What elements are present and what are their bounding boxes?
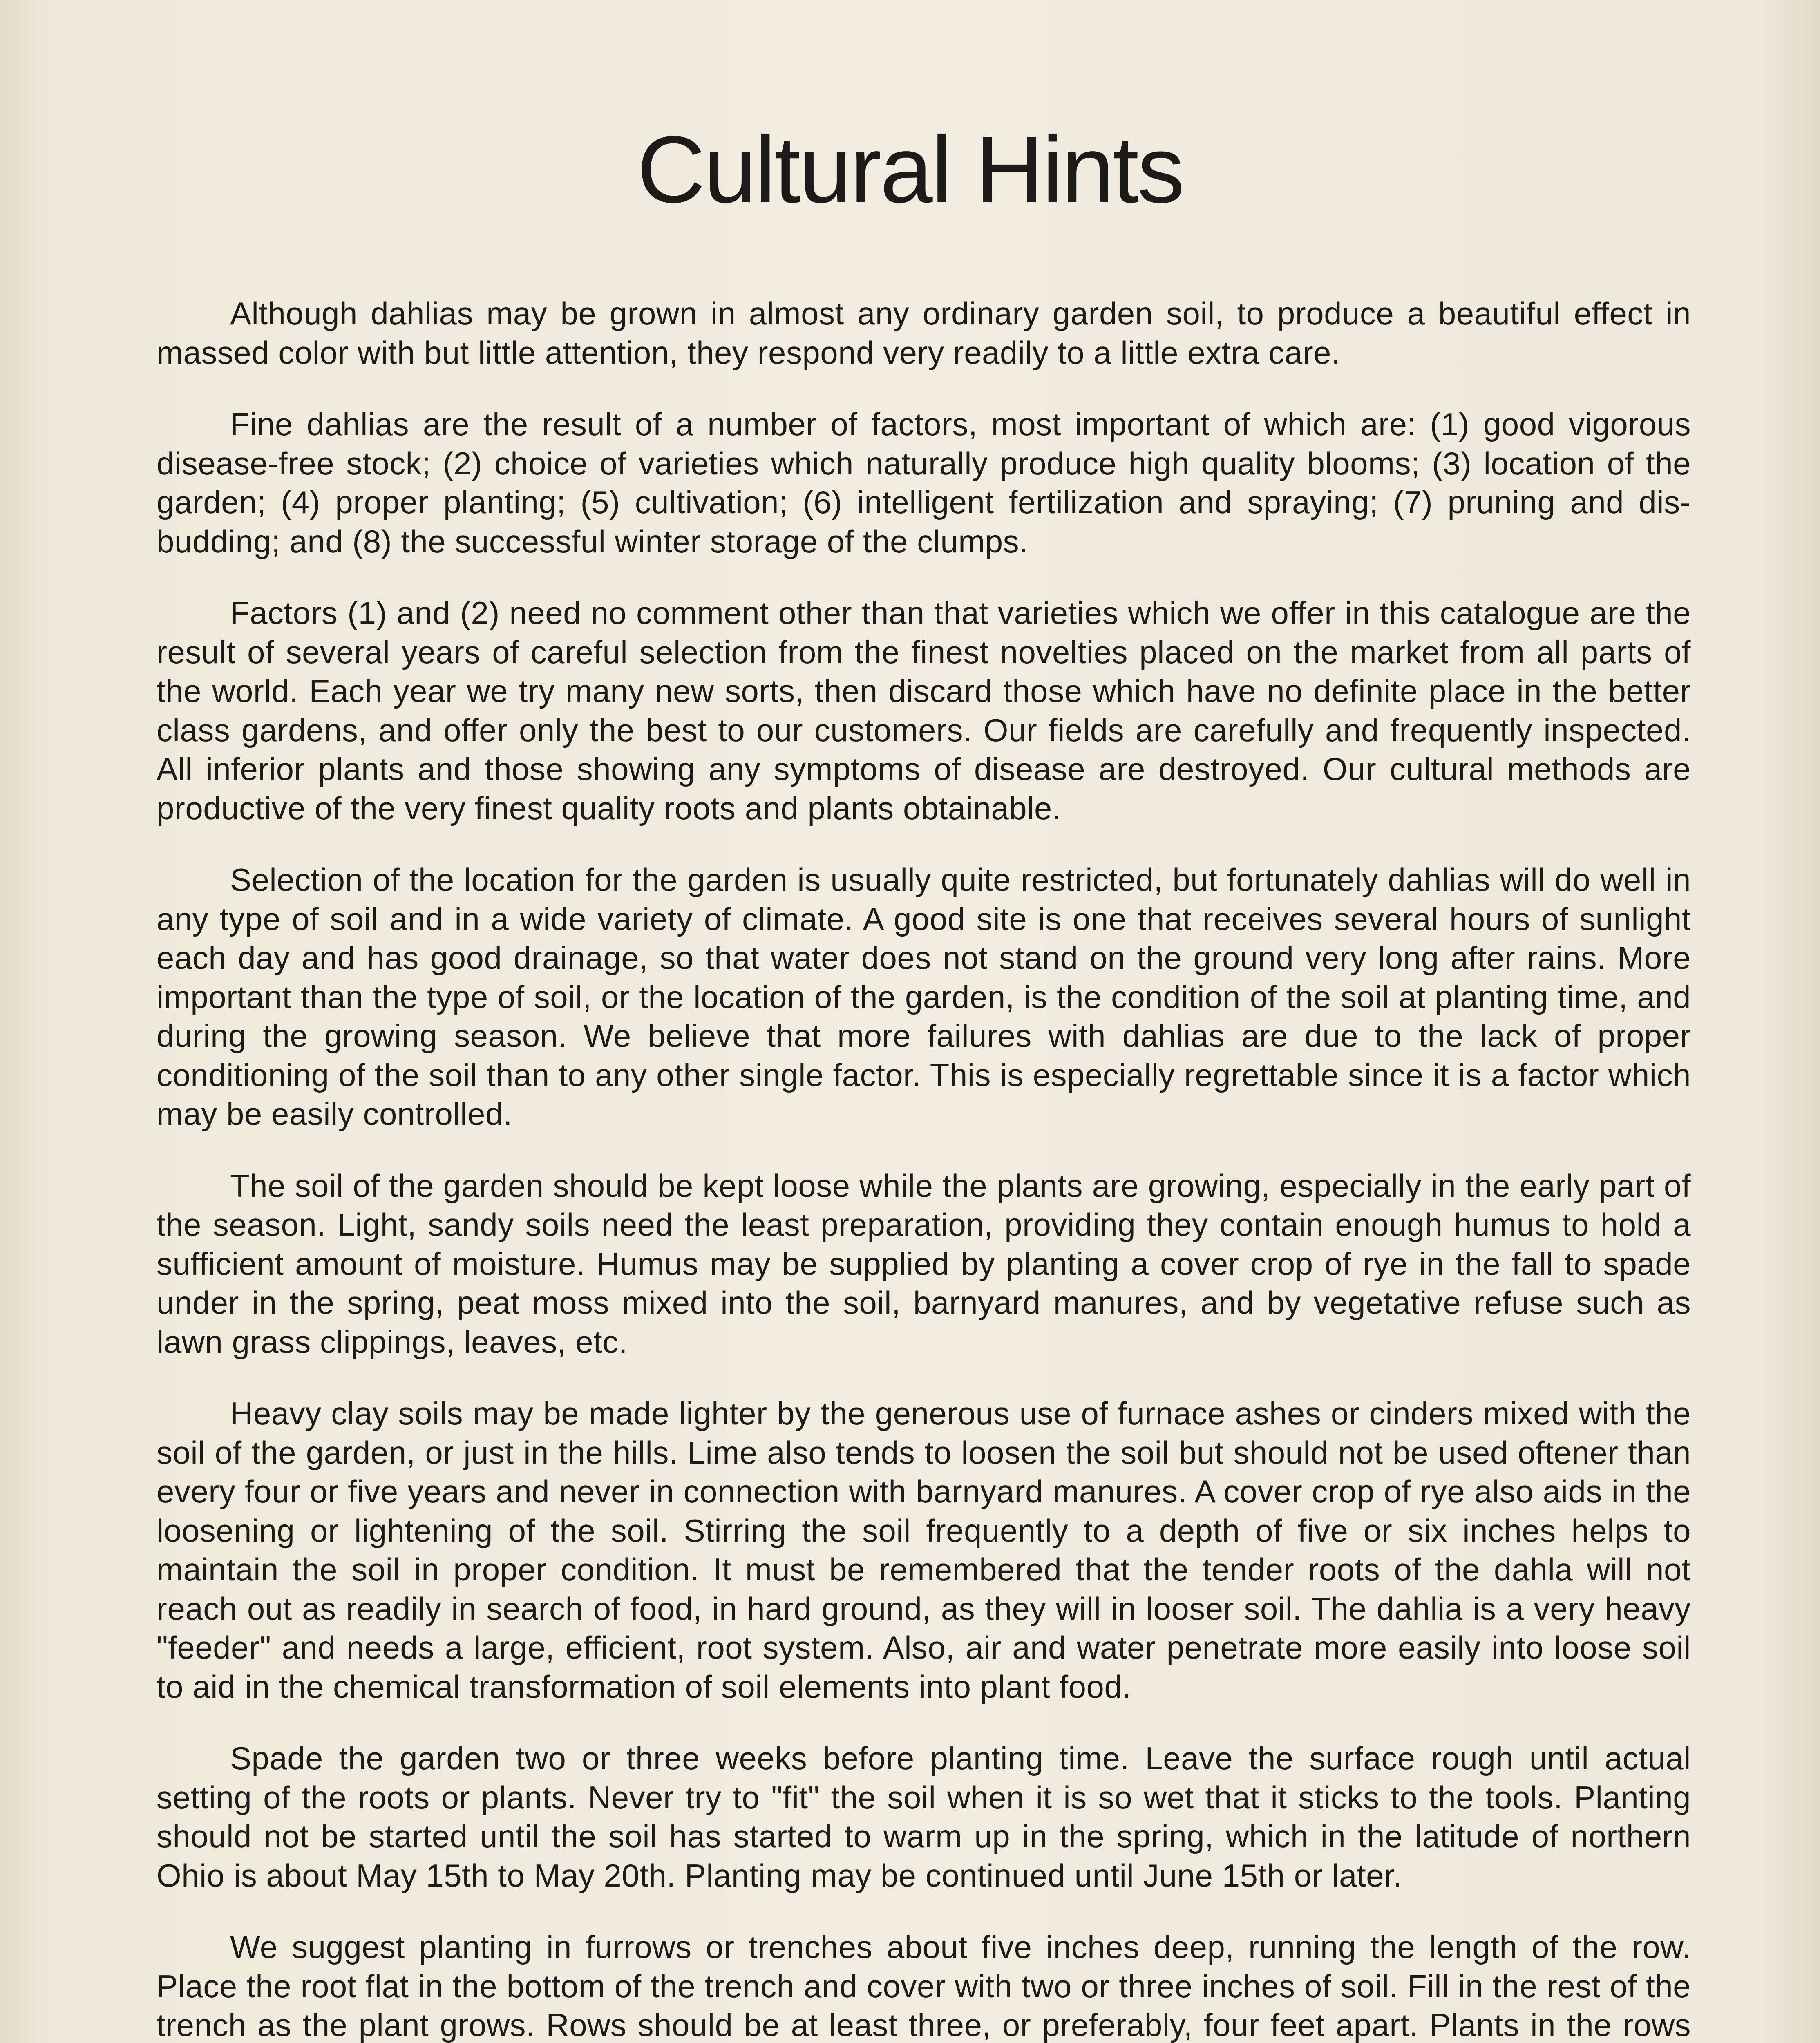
paragraph-4: Selection of the location for the garden is usually quite restricted, but fortunately dahlias will do well in any type of soil and in a wide variety of climate. A good site is one that receives several hours of sunlight each day and has good drainage, so that water does not stand on the ground very long after rains. More important than the type of soil, or the location of the garden, is the condition of the soil at planting time, and during the growing season. We believe that more failures with dahlias are due to the lack of proper conditioning of the soil than to any other single factor. This is especially regrettable since it is a factor which may be easily controlled.	[157, 862, 1691, 1132]
paragraph-3: Factors (1) and (2) need no comment other than that varieties which we offer in this catalogue are the result of several years of careful selection from the finest novelties placed on the market from all parts of the world. Each year we try many new sorts, then discard those which have no definite place in the better class gardens, and offer only the best to our customers. Our fields are carefully and frequently inspected. All inferior plants and those showing any symptoms of disease are destroyed. Our cultural methods are productive of the very finest quality roots and plants obtainable.	[157, 595, 1691, 826]
paragraph-8: We suggest planting in furrows or trenches about five inches deep, running the length of the row. Place the root flat in the bottom of the trench and cover with two or three inches of soil. Fill in the rest of the trench as the plant grows. Rows should be at least three, or preferably, four feet apart. Plants in the rows	[157, 1929, 1691, 2043]
paragraph-1: Although dahlias may be grown in almost any ordinary garden soil, to produce a beautiful effect in massed color with but little attention, they respond very readily to a little extra care.	[157, 295, 1691, 371]
paragraph-2: Fine dahlias are the result of a number of factors, most important of which are: (1) good vigorous disease-free stock; (2) choice of varieties which naturally produce high quality blooms; (3) location of the garden; (4) proper planting; (5) cultivation; (6) intelligent fertilization and spraying; (7) pruning and dis-budding; and (8) the successful winter storage of the clumps.	[157, 406, 1691, 559]
paragraph-7: Spade the garden two or three weeks before planting time. Leave the surface rough until actual setting of the roots or plants. Never try to "fit" the soil when it is so wet that it sticks to the tools. Planting should not be started until the soil has started to warm up in the spring, which in the latitude of northern Ohio is about May 15th to May 20th. Planting may be continued until June 15th or later.	[157, 1740, 1691, 1893]
page-body	[157, 294, 1691, 2043]
paragraph-6: Heavy clay soils may be made lighter by the generous use of furnace ashes or cinders mixed with the soil of the garden, or just in the hills. Lime also tends to loosen the soil but should not be used oftener than every four or five years and never in connection with barnyard manures. A cover crop of rye also aids in the loosening or lightening of the soil. Stirring the soil frequently to a depth of five or six inches helps to maintain the soil in proper condition. It must be remembered that the tender roots of the dahla will not reach out as readily in search of food, in hard ground, as they will in looser soil. The dahlia is a very heavy "feeder" and needs a large, efficient, root system. Also, air and water penetrate more easily into loose soil to aid in the chemical transformation of soil elements into plant food.	[157, 1395, 1691, 1705]
page-title: Cultural Hints	[637, 117, 1183, 223]
paragraph-5: The soil of the garden should be kept loose while the plants are growing, especially in the early part of the season. Light, sandy soils need the least preparation, providing they contain enough humus to hold a sufficient amount of moisture. Humus may be supplied by planting a cover crop of rye in the fall to spade under in the spring, peat moss mixed into the soil, barnyard manures, and by vegetative refuse such as lawn grass clippings, leaves, etc.	[157, 1167, 1691, 1360]
